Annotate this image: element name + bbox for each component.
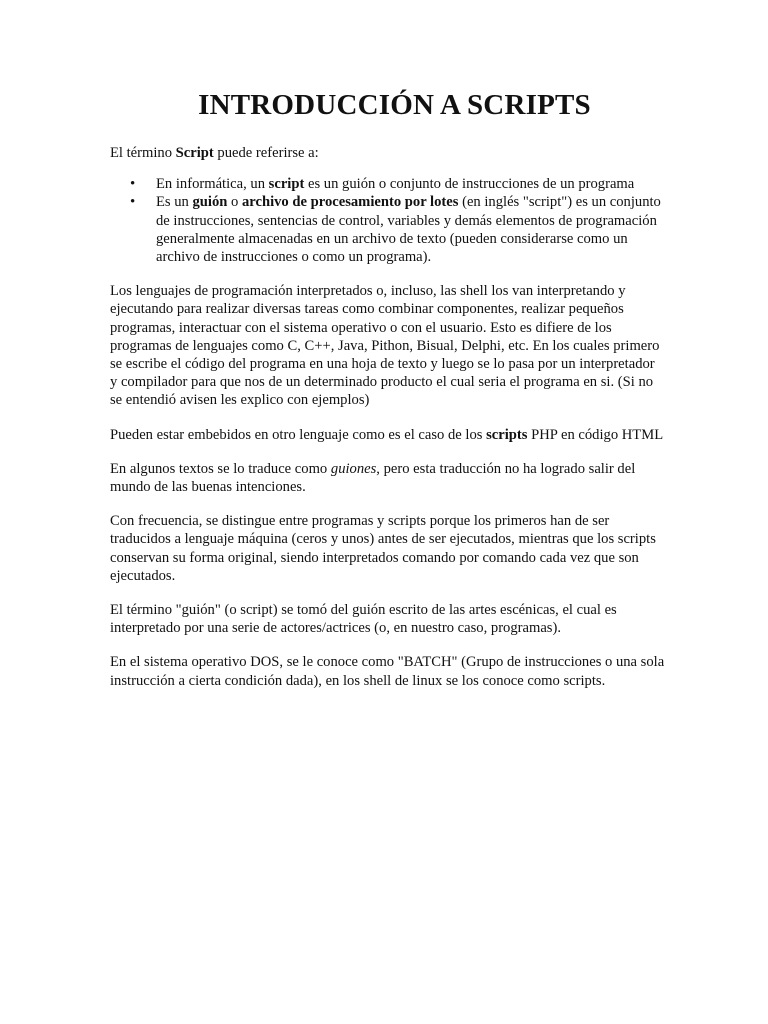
list-item-text: es un guión o conjunto de instrucciones de un programa	[304, 176, 635, 193]
paragraph-text: En algunos textos se lo traduce como	[110, 460, 331, 477]
document-title: INTRODUCCIÓN A SCRIPTS	[198, 89, 591, 121]
paragraph-interpretados: Los lenguajes de programación interpretados o, incluso, las shell los van interpretando y ejecutando para realizar diversas tareas como combinar componentes, realizar pequeños programas, interactuar con el sistema operativo o con el usuario. Esto es difiere de los programas de lenguajes como C, C++, Java, Pithon, Bisual, Delphi, etc. En los cuales primero se escribe el código del programa en una hoja de texto y luego se lo pasa por un interpretador y compilador para que nos de un determinado producto el cual seria el programa en si. (Si no se entendió avisen les explico con ejemplos)	[110, 283, 660, 409]
paragraph-guiones	[110, 460, 665, 496]
intro-text-end: puede referirse a:	[213, 145, 319, 161]
paragraph-text: , pero esta traducción no ha logrado salir del mundo de las buenas intenciones.	[110, 460, 636, 496]
paragraph-italic: guiones	[330, 460, 377, 477]
list-item-text: o	[227, 194, 242, 211]
paragraph-embebidos	[110, 426, 665, 444]
definition-list	[110, 175, 665, 266]
paragraph-text: PHP en código HTML	[527, 426, 664, 443]
paragraph-frecuencia: Con frecuencia, se distingue entre programas y scripts porque los primeros han de ser traducidos a lenguaje máquina (ceros y unos) antes de ser ejecutados, mientras que los scripts conservan su forma original, siendo interpretados comando por comando cada vez que son ejecutados.	[110, 513, 656, 584]
list-item-bold: guión	[192, 194, 228, 211]
paragraph-termino: El término "guión" (o script) se tomó del guión escrito de las artes escénicas, el cual es interpretado por una serie de actores/actrices (o, en nuestro caso, programas).	[110, 602, 617, 637]
paragraph-dos: En el sistema operativo DOS, se le conoce como "BATCH" (Grupo de instrucciones o una sola instrucción a cierta condición dada), en los shell de linux se los conoce como scripts.	[110, 654, 665, 689]
list-item-text: Es un	[156, 194, 193, 211]
list-item	[156, 175, 665, 193]
paragraph-text: Pueden estar embebidos en otro lenguaje como es el caso de los	[110, 426, 487, 443]
intro-paragraph	[110, 144, 665, 162]
list-item-bold: archivo de procesamiento por lotes	[241, 194, 459, 211]
intro-text: El término	[110, 145, 176, 161]
paragraph-bold: scripts	[486, 426, 528, 443]
intro-bold-term: Script	[175, 145, 214, 161]
list-item-bold: script	[268, 176, 305, 193]
document-page	[110, 88, 665, 690]
list-item	[156, 193, 665, 266]
list-item-text: En informática, un	[156, 176, 269, 193]
list-item-text: (en inglés "script") es un conjunto de instrucciones, sentencias de control, variables y demás elementos de programación generalmente almacenadas en un archivo de texto (pueden considerarse como un archivo de instrucciones o como un programa).	[156, 194, 661, 266]
